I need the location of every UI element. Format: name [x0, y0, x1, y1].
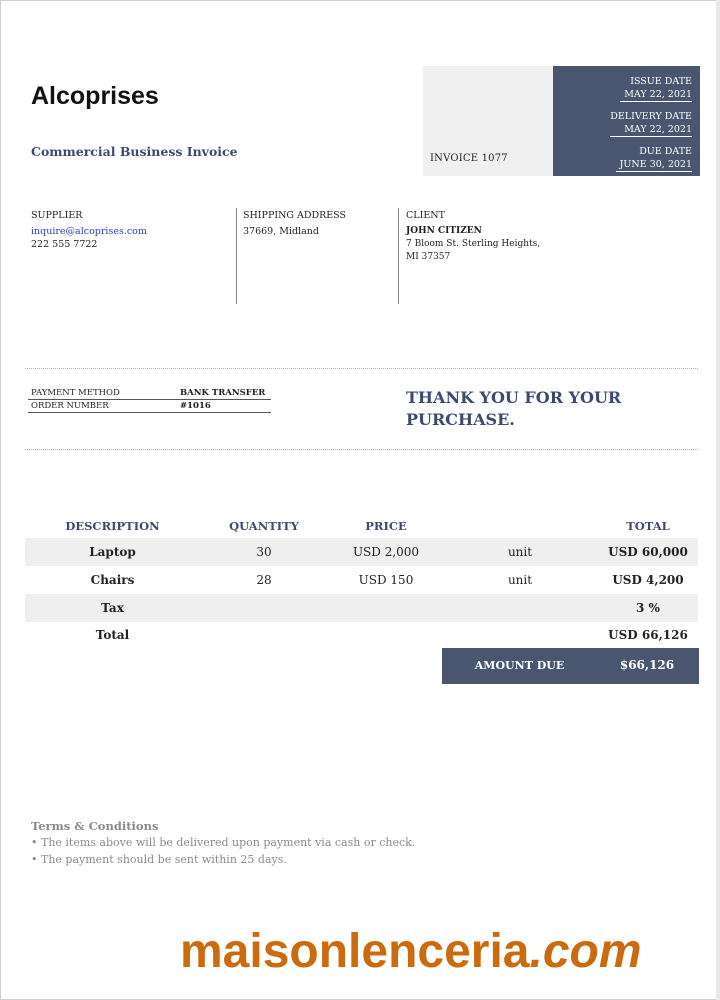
issue-date-value: MAY 22, 2021	[620, 89, 692, 103]
site-watermark	[180, 924, 642, 979]
row-unit: unit	[507, 545, 533, 559]
issue-date-label: ISSUE DATE	[630, 76, 692, 87]
total-label: Total	[95, 628, 130, 642]
supplier-email[interactable]: inquire@alcoprises.com	[31, 226, 147, 237]
order-number-value: #1016	[180, 401, 211, 411]
amount-due-label: AMOUNT DUE	[474, 659, 565, 672]
tax-value: 3 %	[636, 601, 660, 615]
row-total: USD 60,000	[608, 545, 688, 559]
client-label: CLIENT	[406, 210, 445, 221]
company-name: Alcoprises	[31, 82, 159, 110]
dates-panel	[553, 66, 700, 176]
header-total: TOTAL	[626, 519, 670, 533]
terms-title: Terms & Conditions	[31, 819, 159, 833]
due-date-value: JUNE 30, 2021	[616, 159, 692, 173]
terms-item: • The items above will be delivered upon payment via cash or check.	[31, 836, 416, 849]
shipping-address: 37669, Midland	[243, 226, 320, 237]
watermark-tld: .com	[529, 925, 642, 978]
client-name: JOHN CITIZEN	[406, 226, 482, 236]
delivery-date-value: MAY 22, 2021	[610, 124, 692, 138]
row-total: USD 4,200	[612, 573, 684, 587]
column-divider	[398, 208, 399, 304]
invoice-subtitle: Commercial Business Invoice	[31, 144, 238, 159]
row-description: Laptop	[89, 545, 136, 559]
payment-method-value: BANK TRANSFER	[180, 388, 266, 398]
page-edge	[716, 0, 720, 1000]
due-date-label: DUE DATE	[639, 146, 692, 157]
row-quantity: 28	[256, 573, 272, 587]
client-address-line2: MI 37357	[406, 252, 451, 262]
due-date	[616, 146, 692, 172]
shipping-label: SHIPPING ADDRESS	[243, 210, 347, 221]
row-price: USD 2,000	[352, 545, 420, 559]
row-price: USD 150	[358, 573, 414, 587]
amount-due-value: $66,126	[619, 658, 675, 672]
header-quantity: QUANTITY	[229, 519, 299, 533]
supplier-label: SUPPLIER	[31, 210, 83, 221]
invoice-number: INVOICE 1077	[430, 153, 508, 164]
client-address-line1: 7 Bloom St. Sterling Heights,	[406, 239, 541, 249]
header-price: PRICE	[365, 519, 407, 533]
order-underline	[28, 412, 271, 413]
delivery-date-label: DELIVERY DATE	[610, 111, 692, 122]
order-number-label: ORDER NUMBER	[31, 401, 109, 411]
row-description: Chairs	[90, 573, 135, 587]
payment-method-label: PAYMENT METHOD	[31, 388, 120, 398]
section-divider	[25, 449, 698, 450]
delivery-date	[610, 111, 692, 137]
tax-label: Tax	[101, 601, 124, 615]
row-quantity: 30	[256, 545, 272, 559]
row-unit: unit	[507, 573, 533, 587]
thank-you-line2: PURCHASE.	[406, 410, 515, 429]
column-divider	[236, 208, 237, 304]
thank-you-message	[406, 387, 666, 431]
thank-you-line1: THANK YOU FOR YOUR	[406, 388, 622, 407]
section-divider	[25, 368, 698, 369]
terms-item: • The payment should be sent within 25 days.	[31, 853, 287, 866]
header-description: DESCRIPTION	[65, 519, 160, 533]
total-value: USD 66,126	[608, 628, 688, 642]
issue-date	[620, 76, 692, 102]
supplier-phone: 222 555 7722	[31, 239, 98, 250]
watermark-name: maisonlenceria	[180, 925, 530, 978]
